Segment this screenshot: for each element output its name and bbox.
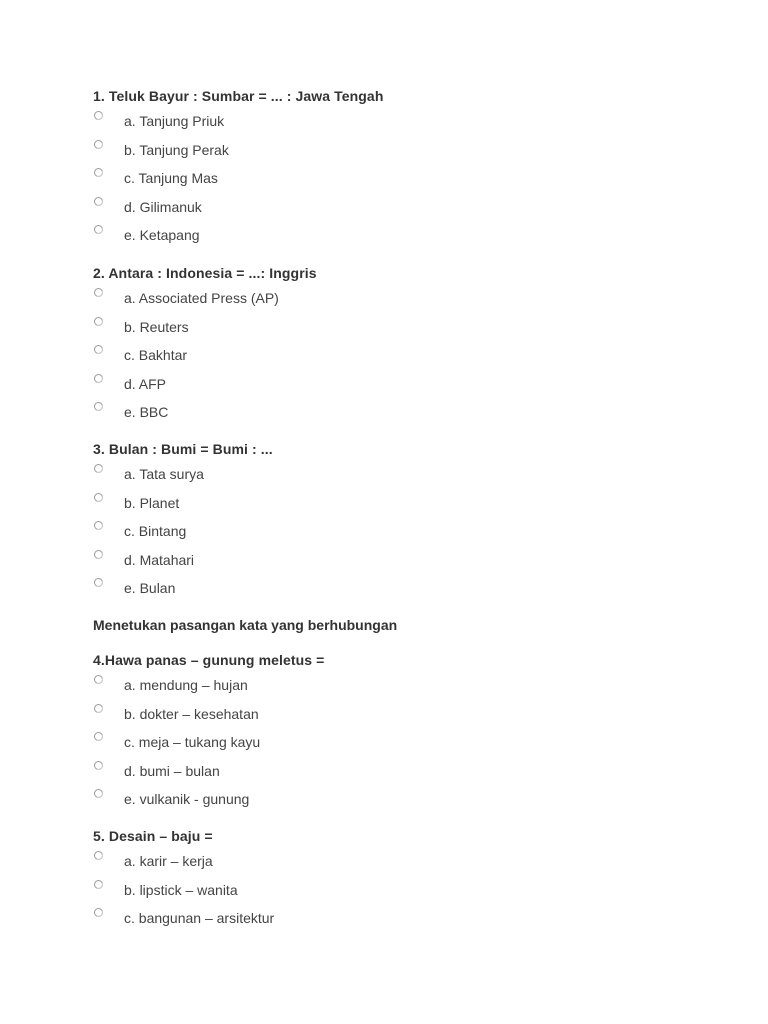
option-row[interactable] [93,733,693,762]
radio-button-icon[interactable] [94,851,103,860]
radio-button-icon[interactable] [94,704,103,713]
question-4 [93,650,693,819]
option-label: b. lipstick – wanita [124,881,238,898]
option-row[interactable] [93,198,693,227]
option-row[interactable] [93,318,693,347]
radio-button-icon[interactable] [94,880,103,889]
question-title: 5. Desain – baju = [93,828,213,844]
option-label: b. Reuters [124,318,189,335]
option-row[interactable] [93,881,693,910]
section-heading: Menetukan pasangan kata yang berhubungan [93,617,398,633]
option-label: b. Tanjung Perak [124,141,229,158]
question-title: 1. Teluk Bayur : Sumbar = ... : Jawa Tengah [93,88,384,104]
radio-button-icon[interactable] [94,675,103,684]
radio-button-icon[interactable] [94,550,103,559]
option-label: e. Bulan [124,580,176,597]
option-label: a. karir – kerja [124,853,213,869]
question-title: 2. Antara : Indonesia = ...: Inggris [93,265,317,281]
question-3 [93,439,693,608]
option-row[interactable] [93,465,693,494]
option-row[interactable] [93,579,693,608]
radio-button-icon[interactable] [94,345,103,354]
radio-button-icon[interactable] [94,197,103,206]
option-row[interactable] [93,762,693,791]
option-label: a. Tanjung Priuk [124,113,225,129]
option-label: d. AFP [124,375,167,392]
option-label: c. bangunan – arsitektur [124,910,275,927]
option-row[interactable] [93,346,693,375]
option-row[interactable] [93,494,693,523]
option-row[interactable] [93,141,693,170]
option-row[interactable] [93,375,693,404]
radio-button-icon[interactable] [94,464,103,473]
option-label: e. vulkanik - gunung [124,791,250,808]
option-row[interactable] [93,676,693,705]
option-label: d. Matahari [124,551,195,568]
radio-button-icon[interactable] [94,402,103,411]
option-row[interactable] [93,289,693,318]
radio-button-icon[interactable] [94,521,103,530]
question-5 [93,826,693,938]
radio-button-icon[interactable] [94,168,103,177]
radio-button-icon[interactable] [94,317,103,326]
option-row[interactable] [93,112,693,141]
option-label: e. BBC [124,404,169,421]
question-title: 4.Hawa panas – gunung meletus = [93,652,325,668]
radio-button-icon[interactable] [94,578,103,587]
option-row[interactable] [93,909,693,938]
radio-button-icon[interactable] [94,288,103,297]
option-label: c. Bakhtar [124,347,188,364]
option-label: d. Gilimanuk [124,198,202,215]
radio-button-icon[interactable] [94,111,103,120]
option-row[interactable] [93,522,693,551]
option-label: c. Tanjung Mas [124,170,218,187]
radio-button-icon[interactable] [94,374,103,383]
radio-button-icon[interactable] [94,908,103,917]
option-label: c. Bintang [124,523,187,540]
option-row[interactable] [93,226,693,255]
radio-button-icon[interactable] [94,493,103,502]
option-label: d. bumi – bulan [124,762,220,779]
option-row[interactable] [93,705,693,734]
option-label: b. Planet [124,494,180,511]
question-1 [93,86,693,255]
radio-button-icon[interactable] [94,789,103,798]
option-label: a. Associated Press (AP) [124,290,279,306]
option-row[interactable] [93,403,693,432]
option-row[interactable] [93,169,693,198]
option-label: b. dokter – kesehatan [124,705,259,722]
question-2 [93,263,693,432]
option-label: a. Tata surya [124,466,204,482]
option-row[interactable] [93,790,693,819]
option-label: a. mendung – hujan [124,677,248,693]
radio-button-icon[interactable] [94,761,103,770]
option-row[interactable] [93,852,693,881]
option-label: c. meja – tukang kayu [124,734,261,751]
option-label: e. Ketapang [124,227,200,244]
option-row[interactable] [93,551,693,580]
question-title: 3. Bulan : Bumi = Bumi : ... [93,441,273,457]
radio-button-icon[interactable] [94,732,103,741]
radio-button-icon[interactable] [94,140,103,149]
radio-button-icon[interactable] [94,225,103,234]
